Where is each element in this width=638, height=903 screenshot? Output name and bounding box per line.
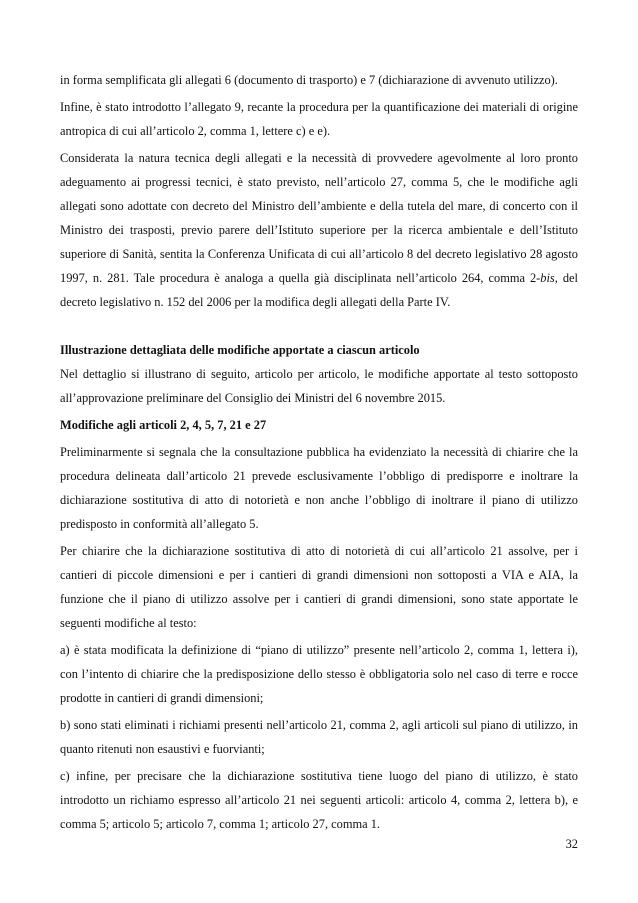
list-item-c: c) infine, per precisare che la dichiarazione sostitutiva tiene luogo del piano di utilizzo, è stato introdotto un richiamo espresso all’articolo 21 nei seguenti articoli: articolo 4, comma 2, lettera b), e comma 5; articolo 5; articolo 7, comma 1; articolo 27, comma 1. xyxy=(60,769,578,831)
list-item-a: a) è stata modificata la definizione di “piano di utilizzo” presente nell’articolo 2, comma 1, lettera i), con l’intento di chiarire che la predisposizione dello stesso è obbligatoria solo nel caso di terre e rocce prodotte in cantieri di grandi dimensioni; xyxy=(60,643,578,705)
section-heading: Illustrazione dettagliata delle modifiche apportate a ciascun articolo xyxy=(60,343,420,357)
paragraph-natura-tecnica-end: , del decreto legislativo n. 152 del 2006 per la modifica degli allegati della Parte IV. xyxy=(60,271,578,309)
section-intro: Nel dettaglio si illustrano di seguito, articolo per articolo, le modifiche apportate al testo sottoposto all’approvazione preliminare del Consiglio dei Ministri del 6 novembre 2015. xyxy=(60,367,578,405)
body-paragraph-per-chiarire: Per chiarire che la dichiarazione sostitutiva di atto di notorietà di cui all’articolo 21 assolve, per i cantieri di piccole dimensioni e per i cantieri di grandi dimensioni non sottoposti a VIA e AIA, la funzione che il piano di utilizzo assolve per i cantieri di grandi dimensioni, sono state apportate le seguenti modifiche al testo: xyxy=(60,544,578,630)
document-page xyxy=(60,68,578,836)
paragraph-allegati: in forma semplificata gli allegati 6 (documento di trasporto) e 7 (dichiarazione di avvenuto utilizzo). xyxy=(60,73,558,87)
paragraph-natura-tecnica-italic: bis xyxy=(540,271,555,285)
sub-heading: Modifiche agli articoli 2, 4, 5, 7, 21 e 27 xyxy=(60,418,267,432)
list-item-b: b) sono stati eliminati i richiami presenti nell’articolo 21, comma 2, agli articoli sul piano di utilizzo, in quanto ritenuti non esaustivi e fuorvianti; xyxy=(60,718,578,756)
paragraph-allegato-9: Infine, è stato introdotto l’allegato 9, recante la procedura per la quantificazione dei materiali di origine antropica di cui all’articolo 2, comma 1, lettere c) e e). xyxy=(60,100,578,138)
paragraph-natura-tecnica-text: Considerata la natura tecnica degli allegati e la necessità di provvedere agevolmente al loro pronto adeguamento ai progressi tecnici, è stato previsto, nell’articolo 27, comma 5, che le modifiche agli allegati sono adottate con decreto del Ministro dell’ambiente e della tutela del mare, di concerto con il Ministro dei trasposti, previo parere dell’Istituto superiore per la ricerca ambientale e dell’Istituto superiore di Sanità, sentita la Conferenza Unificata di cui all’articolo 8 del decreto legislativo 28 agosto 1997, n. 281. Tale procedura è analoga a quella già disciplinata nell’articolo 264, comma 2- xyxy=(60,151,578,285)
page-number: 32 xyxy=(565,837,578,851)
paragraph-natura-tecnica xyxy=(60,146,578,314)
body-paragraph-preliminarmente: Preliminarmente si segnala che la consultazione pubblica ha evidenziato la necessità di chiarire che la procedura delineata dall’articolo 21 prevede esclusivamente l’obbligo di predisporre e inoltrare la dichiarazione sostitutiva di atto di notorietà e non anche l’obbligo di inoltrare il piano di utilizzo predisposto in conformità all’allegato 5. xyxy=(60,445,578,531)
